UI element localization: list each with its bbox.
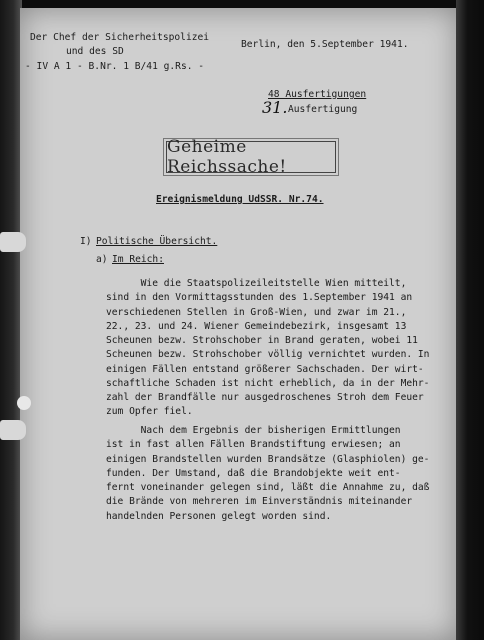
authority-line-2: und des SD: [66, 46, 124, 57]
paragraph-1: [106, 277, 448, 420]
paragraph-line: einigen Fällen entstand größerer Sachschaden. Der wirt-: [106, 363, 424, 375]
copy-label: Ausfertigung: [288, 104, 358, 115]
paragraph-line: einigen Brandstellen wurden Brandsätze (Glasphiolen) ge-: [106, 453, 430, 465]
secret-stamp: Geheime Reichssache!: [166, 141, 336, 173]
paragraph-2: [106, 424, 448, 524]
paragraph-line: sind in den Vormittagsstunden des 1.September 1941 an: [106, 292, 413, 304]
paragraph-line: Scheunen bezw. Strohschober völlig vernichtet wurden. In: [106, 349, 430, 361]
place-date: Berlin, den 5.September 1941.: [241, 39, 409, 50]
paragraph-line: Wie die Staatspolizeileitstelle Wien mitteilt,: [106, 278, 407, 289]
paragraph-line: Scheunen bezw. Strohschober in Brand geraten, wobei 11: [106, 335, 418, 346]
right-scan-border: [456, 0, 484, 640]
subsection-heading: Im Reich:: [112, 254, 164, 265]
copies-total: 48 Ausfertigungen: [268, 89, 367, 100]
section-number: I): [80, 236, 92, 247]
paragraph-line: schaftliche Schaden ist nicht erheblich, da in der Mehr-: [106, 377, 430, 389]
binder-clip-bottom: [0, 420, 26, 440]
punch-hole: [17, 396, 31, 410]
paragraph-line: fernt voneinander gelegen sind, läßt die Annahme zu, daß: [106, 482, 430, 493]
paragraph-line: Nach dem Ergebnis der bisherigen Ermittlungen: [106, 425, 401, 436]
paragraph-line: ist in fast allen Fällen Brandstiftung erwiesen; an: [106, 439, 401, 451]
section-heading: Politische Übersicht.: [96, 236, 218, 247]
subsection-letter: a): [96, 254, 108, 265]
paragraph-line: funden. Der Umstand, daß die Brandobjekte weit ent-: [106, 467, 401, 479]
left-scan-border: [0, 0, 22, 640]
paragraph-line: zum Opfer fiel.: [106, 406, 193, 418]
paragraph-line: 22., 23. und 24. Wiener Gemeindebezirk, insgesamt 13: [106, 320, 407, 332]
report-title: Ereignismeldung UdSSR. Nr.74.: [156, 194, 324, 205]
reference-number: - IV A 1 - B.Nr. 1 B/41 g.Rs. -: [25, 61, 205, 72]
binder-clip-top: [0, 232, 26, 252]
paragraph-line: die Brände von mehreren im Einverständnis miteinander: [106, 496, 413, 508]
paragraph-line: handelnden Personen gelegt worden sind.: [106, 510, 332, 522]
copy-number-handwritten: 31.: [262, 98, 288, 117]
paragraph-line: zahl der Brandfälle nur ausgedroschenes Stroh dem Feuer: [106, 392, 424, 403]
paragraph-line: verschiedenen Stellen in Groß-Wien, und zwar im 21.,: [106, 306, 407, 318]
authority-line-1: Der Chef der Sicherheitspolizei: [30, 32, 210, 43]
